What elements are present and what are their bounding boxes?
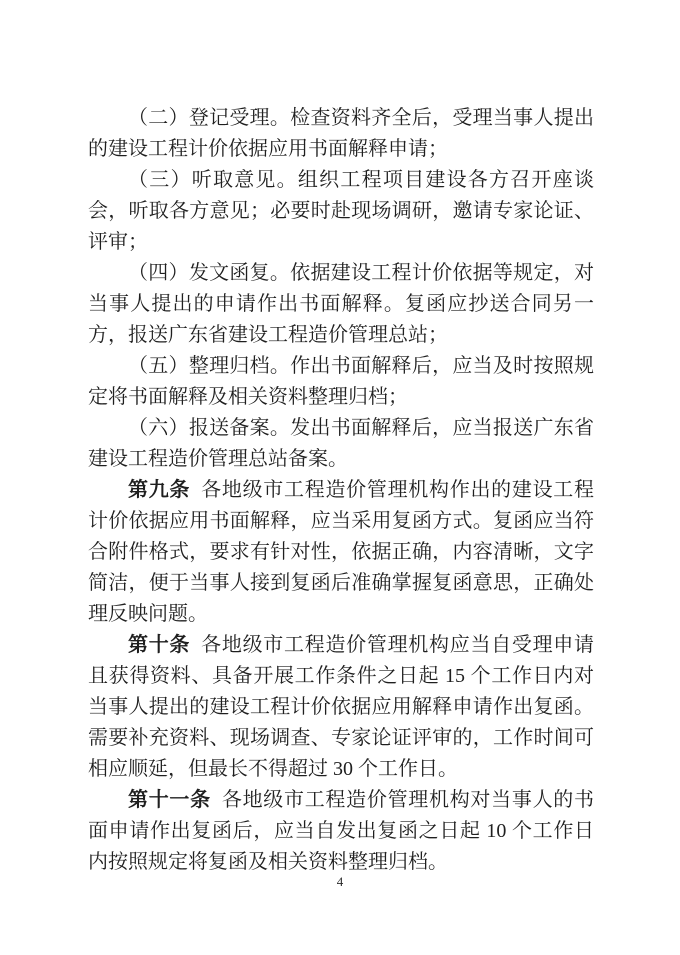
paragraph-text: （三）听取意见。组织工程项目建设各方召开座谈会，听取各方意见；必要时赴现场调研，邀请专家论证、评审； — [88, 169, 594, 253]
paragraph-text: 各地级市工程造价管理机构作出的建设工程计价依据应用书面解释，应当采用复函方式。复函应当符合附件格式，要求有针对性，依据正确，内容清晰，文字简洁，便于当事人接到复函后准确掌握复函意思，正确处理反映问题。 — [88, 479, 595, 625]
document-body — [88, 103, 594, 878]
paragraph-clause-4 — [88, 258, 594, 351]
paragraph-text: 各地级市工程造价管理机构对当事人的书面申请作出复函后，应当自发出复函之日起 10 个工作日内按照规定将复函及相关资料整理归档。 — [88, 789, 595, 873]
article-number: 第十条 — [128, 634, 191, 656]
paragraph-clause-5 — [88, 351, 594, 413]
article-number: 第九条 — [128, 479, 191, 501]
paragraph-text: （五）整理归档。作出书面解释后，应当及时按照规定将书面解释及相关资料整理归档； — [88, 355, 594, 408]
paragraph-article-9 — [88, 475, 594, 630]
paragraph-article-11 — [88, 785, 594, 878]
paragraph-text: （四）发文函复。依据建设工程计价依据等规定，对当事人提出的申请作出书面解释。复函应抄送合同另一方，报送广东省建设工程造价管理总站； — [88, 262, 594, 346]
paragraph-text: （二）登记受理。检查资料齐全后，受理当事人提出的建设工程计价依据应用书面解释申请； — [88, 107, 594, 160]
paragraph-clause-2 — [88, 103, 594, 165]
paragraph-text: （六）报送备案。发出书面解释后，应当报送广东省建设工程造价管理总站备案。 — [88, 417, 594, 470]
paragraph-article-10 — [88, 630, 594, 785]
paragraph-clause-6 — [88, 413, 594, 475]
paragraph-text: 各地级市工程造价管理机构应当自受理申请且获得资料、具备开展工作条件之日起 15 个工作日内对当事人提出的建设工程计价依据应用解释申请作出复函。需要补充资料、现场调查、专家论证评审的，工作时间可相应顺延，但最长不得超过 30 个工作日。 — [88, 634, 595, 780]
paragraph-clause-3 — [88, 165, 594, 258]
article-number: 第十一条 — [128, 789, 211, 811]
page-number: 4 — [336, 874, 344, 889]
